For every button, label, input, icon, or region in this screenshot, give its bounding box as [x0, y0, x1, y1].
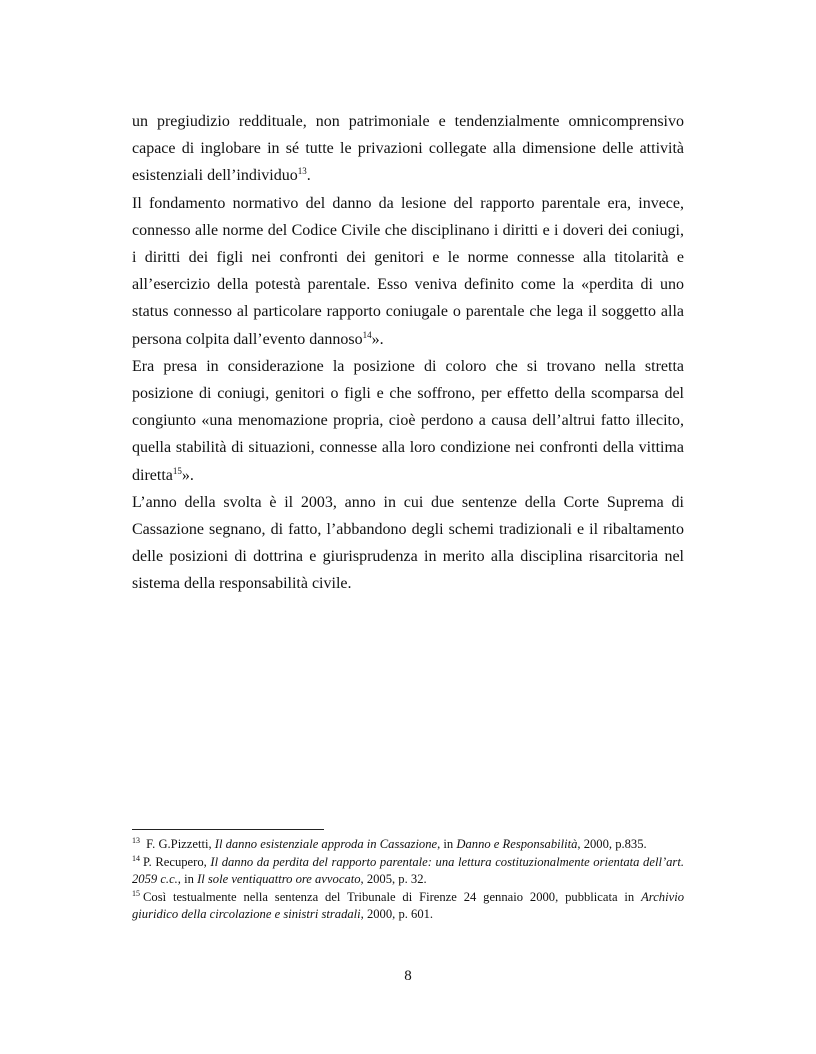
footnote-ref-13: 13	[297, 166, 307, 177]
footnote-13: $^{13}$ F. G.Pizzetti, Il danno esistenziale approda in Cassazione, in Danno e Responsabilità, 2000, p.835.	[132, 836, 647, 851]
paragraph: un pregiudizio reddituale, non patrimoniale e tendenzialmente omnicomprensivo capace di inglobare in sé tutte le privazioni collegate alla dimensione delle attività esistenziali dell’individuo$^{13}$.	[132, 113, 684, 185]
body-text	[132, 108, 684, 598]
footnote-15: $^{15}$ Così testualmente nella sentenza del Tribunale di Firenze 24 gennaio 2000, pubblicata in Archivio giuridico della circolazione e sinistri stradali, 2000, p. 601.	[132, 888, 684, 922]
footnote-separator	[132, 829, 324, 830]
page-number: 8	[404, 968, 412, 984]
paragraph: Era presa in considerazione la posizione di coloro che si trovano nella stretta posizione di coniugi, genitori o figli e che soffrono, per effetto della scomparsa del congiunto «una menomazione propria, cioè perdono a causa dell’altrui fatto illecito, quella stabilità di situazioni, connesse alla loro condizione nei confronti della vittima diretta$^{15}$».	[132, 357, 684, 484]
paragraph: L’anno della svolta è il 2003, anno in cui due sentenze della Corte Suprema di Cassazione segnano, di fatto, l’abbandono degli schemi tradizionali e il ribaltamento delle posizioni di dottrina e giurisprudenza in merito alla disciplina risarcitoria nel sistema della responsabilità civile.	[132, 493, 684, 593]
footnote-14: $^{14}$ P. Recupero, Il danno da perdita del rapporto parentale: una lettura costituzionalmente orientata dell’art. 2059 c.c., in Il sole ventiquattro ore avvocato, 2005, p. 32.	[132, 853, 684, 887]
footnotes	[132, 836, 684, 924]
paragraph: Il fondamento normativo del danno da lesione del rapporto parentale era, invece, connesso alle norme del Codice Civile che disciplinano i diritti e i doveri dei coniugi, i diritti dei figli nei confronti dei genitori e le norme connesse alla titolarità e all’esercizio della potestà parentale. Esso veniva definito come la «perdita di uno status connesso al particolare rapporto coniugale o parentale che lega il soggetto alla persona colpita dall’evento dannoso$^{14}$».	[132, 194, 684, 348]
footnote-ref-14: 14	[362, 329, 372, 340]
footnote-ref-15: 15	[172, 465, 182, 476]
